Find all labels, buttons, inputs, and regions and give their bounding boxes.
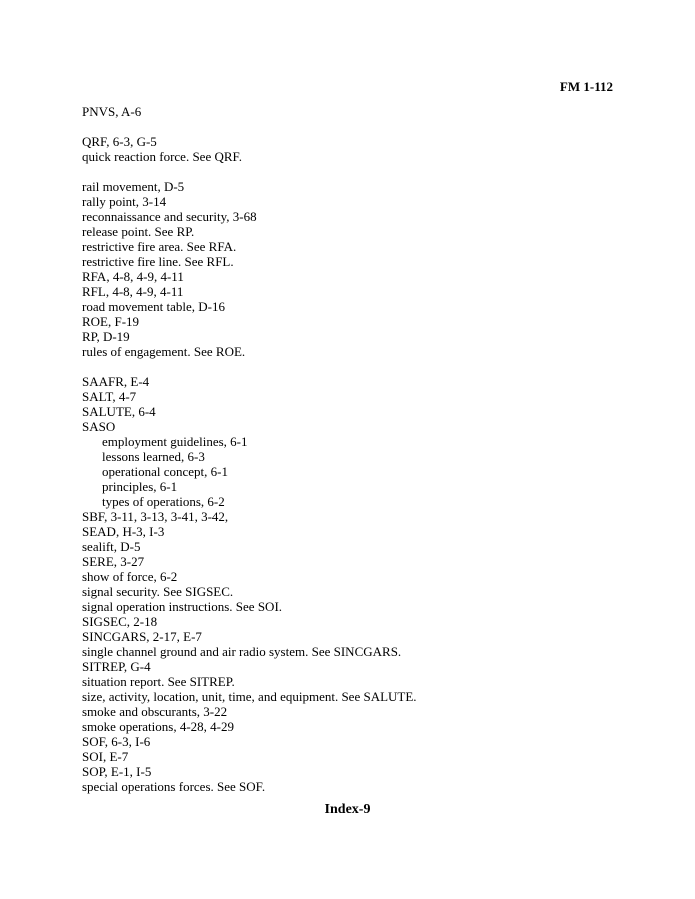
index-entry: PNVS, A-6: [82, 104, 142, 119]
index-entry: SIGSEC, 2-18: [82, 614, 158, 629]
index-entry: SEAD, H-3, I-3: [82, 524, 165, 539]
index-entry: QRF, 6-3, G-5: [82, 134, 157, 149]
index-entry: SALUTE, 6-4: [82, 404, 156, 419]
index-subentry: operational concept, 6-1: [102, 464, 228, 479]
index-entry: sealift, D-5: [82, 539, 141, 554]
index-entry: SAAFR, E-4: [82, 374, 150, 389]
index-entry: SITREP, G-4: [82, 659, 151, 674]
index-entry: SALT, 4-7: [82, 389, 137, 404]
index-entry: SBF, 3-11, 3-13, 3-41, 3-42,: [82, 509, 229, 524]
index-entry: release point. See RP.: [82, 224, 195, 239]
index-entry: RFA, 4-8, 4-9, 4-11: [82, 269, 184, 284]
index-letter-group: [82, 104, 642, 119]
index-entry: special operations forces. See SOF.: [82, 779, 266, 794]
index-entry: SOI, E-7: [82, 749, 129, 764]
index-letter-group: [82, 134, 642, 164]
index-entry: reconnaissance and security, 3-68: [82, 209, 257, 224]
index-entry: size, activity, location, unit, time, and equipment. See SALUTE.: [82, 689, 417, 704]
index-entry: restrictive fire area. See RFA.: [82, 239, 237, 254]
index-entry: restrictive fire line. See RFL.: [82, 254, 234, 269]
index-entries: [82, 104, 642, 809]
index-entry: situation report. See SITREP.: [82, 674, 235, 689]
index-entry: signal operation instructions. See SOI.: [82, 599, 283, 614]
index-entry: SOF, 6-3, I-6: [82, 734, 151, 749]
index-entry: RP, D-19: [82, 329, 130, 344]
index-entry: smoke and obscurants, 3-22: [82, 704, 228, 719]
manual-identifier: FM 1-112: [559, 79, 613, 94]
index-entry: rally point, 3-14: [82, 194, 167, 209]
index-entry: rail movement, D-5: [82, 179, 185, 194]
index-entry: SASO: [82, 419, 116, 434]
index-entry: ROE, F-19: [82, 314, 140, 329]
index-letter-group: [82, 179, 642, 359]
page-number: Index-9: [324, 802, 371, 817]
index-subentry: principles, 6-1: [102, 479, 178, 494]
index-entry: rules of engagement. See ROE.: [82, 344, 246, 359]
index-entry: signal security. See SIGSEC.: [82, 584, 234, 599]
index-letter-group: [82, 374, 642, 794]
index-entry: smoke operations, 4-28, 4-29: [82, 719, 235, 734]
index-entry: RFL, 4-8, 4-9, 4-11: [82, 284, 184, 299]
index-entry: single channel ground and air radio system. See SINCGARS.: [82, 644, 402, 659]
index-subentry: types of operations, 6-2: [102, 494, 225, 509]
index-subentry: lessons learned, 6-3: [102, 449, 205, 464]
index-entry: quick reaction force. See QRF.: [82, 149, 242, 164]
index-entry: show of force, 6-2: [82, 569, 178, 584]
index-entry: road movement table, D-16: [82, 299, 225, 314]
index-entry: SINCGARS, 2-17, E-7: [82, 629, 202, 644]
index-entry: SOP, E-1, I-5: [82, 764, 152, 779]
index-entry: SERE, 3-27: [82, 554, 145, 569]
index-subentry: employment guidelines, 6-1: [102, 434, 248, 449]
